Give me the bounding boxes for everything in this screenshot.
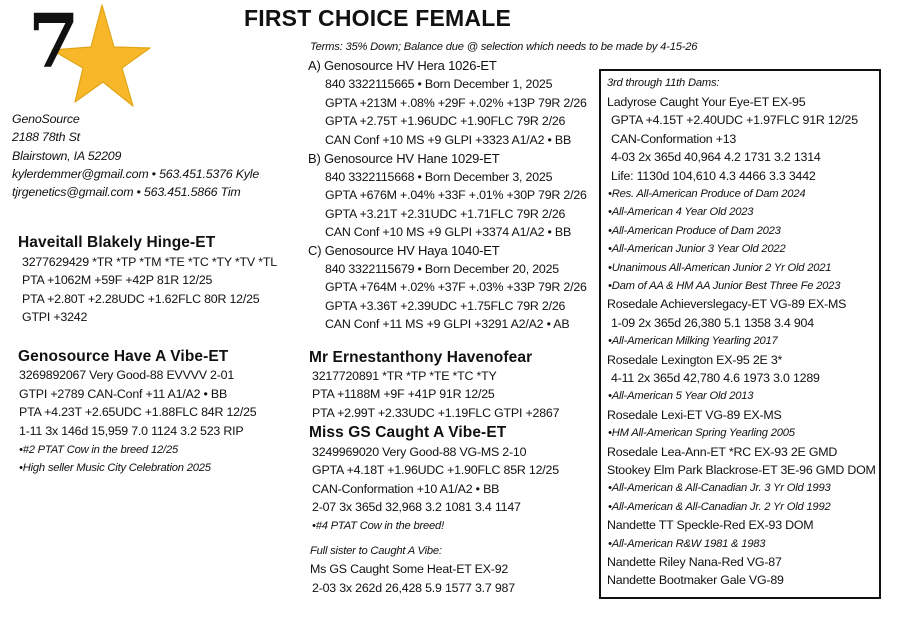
dam-pedigree-note: •HM All-American Spring Yearling 2005 (608, 427, 795, 440)
dam-pedigree-note: •Unanimous All-American Junior 2 Yr Old 2021 (608, 261, 832, 274)
choice-b-line: 840 3322115668 • Born December 3, 2025 (325, 170, 553, 184)
dam-pedigree-note: •Dam of AA & HM AA Junior Best Three Fe 2023 (608, 280, 841, 292)
dam-pedigree-name: Nandette TT Speckle-Red EX-93 DOM (607, 518, 814, 533)
full-sister-record: 2-03 3x 262d 26,428 5.9 1577 3.7 987 (312, 581, 515, 595)
dam-pedigree-line: 1-09 2x 365d 26,380 5.1 1358 3.4 904 (611, 315, 814, 330)
sire-line: 3277629429 *TR *TP *TM *TE *TC *TY *TV *TL (22, 255, 277, 269)
dam-pedigree-name: Nandette Riley Nana-Red VG-87 (607, 555, 782, 569)
sire-line: GTPI +3242 (22, 310, 88, 324)
second-dam-line: CAN-Conformation +10 A1/A2 • BB (312, 482, 500, 496)
dam-line: GTPI +2789 CAN-Conf +11 A1/A2 • BB (19, 387, 228, 401)
choice-c-line: GPTA +764M +.02% +37F +.03% +33P 79R 2/26 (325, 280, 587, 294)
consignor-email-kyle: kylerdemmer@gmail.com • 563.451.5376 Kyle (12, 167, 260, 181)
consignor-line: 2188 78th St (12, 130, 80, 144)
consignor-line: Blairstown, IA 52209 (12, 149, 122, 163)
choice-b-line: GPTA +3.21T +2.31UDC +1.71FLC 79R 2/26 (325, 207, 566, 221)
dams-box-heading: 3rd through 11th Dams: (607, 77, 720, 89)
dam-pedigree-line: CAN-Conformation +13 (611, 131, 737, 146)
lot-number: 7 (28, 0, 80, 85)
dam-pedigree-note: •All-American 4 Year Old 2023 (608, 206, 754, 219)
dam-pedigree-note: •All-American Milking Yearling 2017 (608, 335, 778, 348)
dam-pedigree-note: •All-American & All-Canadian Jr. 3 Yr Old 1993 (608, 482, 831, 495)
dam-pedigree-note: •All-American & All-Canadian Jr. 2 Yr Old 1992 (608, 500, 831, 513)
choice-b-line: GPTA +676M +.04% +33F +.01% +30P 79R 2/26 (325, 188, 587, 202)
dam-sire-name: Mr Ernestanthony Havenofear (309, 349, 533, 366)
choice-b-line: CAN Conf +10 MS +9 GLPI +3374 A1/A2 • BB (325, 225, 572, 239)
second-dam-line: 2-07 3x 365d 32,968 3.2 1081 3.4 1147 (312, 500, 521, 514)
dam-sire-line: 3217720891 *TR *TP *TE *TC *TY (312, 369, 497, 383)
dam-sire-line: PTA +2.99T +2.33UDC +1.19FLC GTPI +2867 (312, 406, 560, 420)
dam-note: •High seller Music City Celebration 2025 (19, 462, 211, 474)
dam-line: PTA +4.23T +2.65UDC +1.88FLC 84R 12/25 (19, 405, 257, 419)
choice-a-line: GPTA +213M +.08% +29F +.02% +13P 79R 2/26 (325, 96, 587, 110)
dam-pedigree-note: •Res. All-American Produce of Dam 2024 (608, 188, 806, 200)
dam-pedigree-note: •All-American 5 Year Old 2013 (608, 390, 754, 403)
second-dam-line: 3249969020 Very Good-88 VG-MS 2-10 (312, 445, 527, 459)
dam-name: Genosource Have A Vibe-ET (18, 348, 229, 365)
consignor-email-tim: tjrgenetics@gmail.com • 563.451.5866 Tim (12, 185, 241, 199)
dam-line: 3269892067 Very Good-88 EVVVV 2-01 (19, 368, 235, 382)
dam-pedigree-name: Rosedale Lexington EX-95 2E 3* (607, 352, 783, 367)
dam-note: •#2 PTAT Cow in the breed 12/25 (19, 444, 178, 456)
dam-pedigree-line: GPTA +4.15T +2.40UDC +1.97FLC 91R 12/25 (611, 113, 858, 128)
choice-c-line: GPTA +3.36T +2.39UDC +1.75FLC 79R 2/26 (325, 299, 566, 313)
dam-pedigree-note: •All-American Junior 3 Year Old 2022 (608, 243, 786, 256)
choice-c-name: C) Genosource HV Haya 1040-ET (308, 243, 500, 258)
consignor-line: GenoSource (12, 112, 80, 126)
dam-pedigree-line: 4-11 2x 365d 42,780 4.6 1973 3.0 1289 (611, 371, 820, 385)
choice-c-line: 840 3322115679 • Born December 20, 2025 (325, 262, 559, 276)
sire-line: PTA +2.80T +2.28UDC +1.62FLC 80R 12/25 (22, 292, 260, 306)
dam-pedigree-line: Life: 1130d 104,610 4.3 4466 3.3 3442 (611, 168, 816, 183)
choice-b-name: B) Genosource HV Hane 1029-ET (308, 151, 500, 166)
choice-a-name: A) Genosource HV Hera 1026-ET (308, 58, 497, 73)
dam-pedigree-name: Stookey Elm Park Blackrose-ET 3E-96 GMD DOM (607, 463, 876, 477)
dam-pedigree-note: •All-American R&W 1981 & 1983 (608, 537, 766, 550)
second-dam-name: Miss GS Caught A Vibe-ET (309, 424, 507, 441)
second-dam-note: •#4 PTAT Cow in the breed! (312, 520, 444, 532)
dam-line: 1-11 3x 146d 15,959 7.0 1124 3.2 523 RIP (19, 424, 244, 438)
sire-name: Haveitall Blakely Hinge-ET (18, 234, 216, 251)
dam-pedigree-note: •All-American Produce of Dam 2023 (608, 224, 781, 237)
sire-line: PTA +1062M +59F +42P 81R 12/25 (22, 273, 213, 287)
second-dam-line: GPTA +4.18T +1.96UDC +1.90FLC 85R 12/25 (312, 463, 559, 477)
choice-c-line: CAN Conf +11 MS +9 GLPI +3291 A2/A2 • AB (325, 317, 570, 331)
terms-text: Terms: 35% Down; Balance due @ selection which needs to be made by 4-15-26 (310, 41, 698, 53)
dam-pedigree-name: Nandette Bootmaker Gale VG-89 (607, 573, 784, 588)
choice-a-line: CAN Conf +10 MS +9 GLPI +3323 A1/A2 • BB (325, 133, 572, 147)
dam-pedigree-name: Rosedale Achieverslegacy-ET VG-89 EX-MS (607, 297, 847, 312)
dam-pedigree-line: 4-03 2x 365d 40,964 4.2 1731 3.2 1314 (611, 150, 821, 165)
dam-pedigree-name: Ladyrose Caught Your Eye-ET EX-95 (607, 95, 806, 109)
full-sister-label: Full sister to Caught A Vibe: (310, 545, 442, 557)
dam-sire-line: PTA +1188M +9F +41P 91R 12/25 (312, 387, 495, 401)
choice-a-line: 840 3322115665 • Born December 1, 2025 (325, 77, 553, 91)
dam-pedigree-name: Rosedale Lexi-ET VG-89 EX-MS (607, 407, 782, 422)
choice-a-line: GPTA +2.75T +1.96UDC +1.90FLC 79R 2/26 (325, 114, 566, 128)
full-sister-name: Ms GS Caught Some Heat-ET EX-92 (310, 562, 509, 576)
dam-pedigree-name: Rosedale Lea-Ann-ET *RC EX-93 2E GMD (607, 444, 838, 459)
page-title: FIRST CHOICE FEMALE (244, 5, 512, 31)
